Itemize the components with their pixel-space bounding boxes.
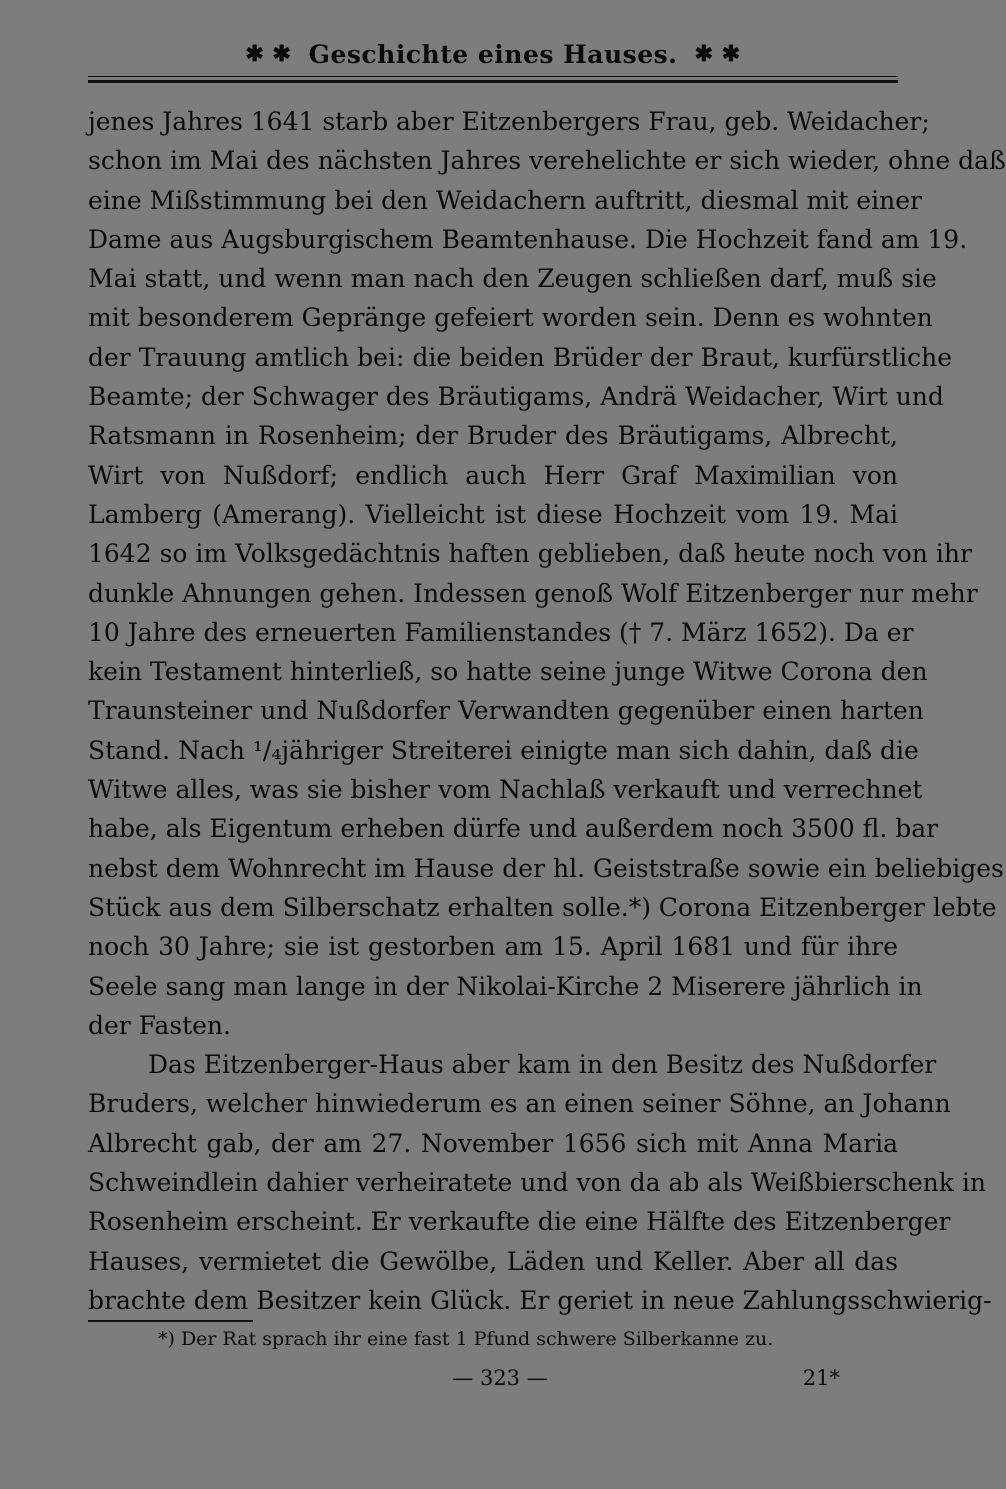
text-line: Dame aus Augsburgischem Beamtenhause. Die Hochzeit fand am 19.: [88, 224, 968, 254]
text-line: Traunsteiner und Nußdorfer Verwandten gegenüber einen harten: [88, 696, 924, 726]
text-line: Lamberg (Amerang). Vielleicht ist diese Hochzeit vom 19. Mai: [88, 499, 898, 529]
text-line-paragraph-end: der Fasten.: [88, 1010, 231, 1040]
signature-mark: 21*: [802, 1366, 840, 1390]
text-line: Rosenheim erscheint. Er verkaufte die eine Hälfte des Eitzenberger: [88, 1207, 951, 1237]
text-line: dunkle Ahnungen gehen. Indessen genoß Wolf Eitzenberger nur mehr: [88, 578, 978, 608]
text-line: brachte dem Besitzer kein Glück. Er geriet in neue Zahlungsschwierig-: [88, 1285, 992, 1315]
text-line: eine Mißstimmung bei den Weidachern auftritt, diesmal mit einer: [88, 185, 922, 215]
footnote: *) Der Rat sprach ihr eine fast 1 Pfund schwere Silberkanne zu.: [158, 1328, 774, 1350]
ornament-right-icon: ✱ ✱: [694, 41, 741, 67]
text-line: 10 Jahre des erneuerten Familienstandes († 7. März 1652). Da er: [88, 617, 914, 647]
text-line: Wirt von Nußdorf; endlich auch Herr Graf Maximilian von: [88, 460, 898, 490]
text-line: kein Testament hinterließ, so hatte seine junge Witwe Corona den: [88, 657, 928, 687]
text-line: Albrecht gab, der am 27. November 1656 sich mit Anna Maria: [88, 1128, 898, 1158]
text-line: Stand. Nach ¹/₄jähriger Streiterei einigte man sich dahin, daß die: [88, 735, 919, 765]
running-head-title: Geschichte eines Hauses.: [308, 40, 678, 69]
text-line: 1642 so im Volksgedächtnis haften geblieben, daß heute noch von ihr: [88, 539, 972, 569]
text-line: Hauses, vermietet die Gewölbe, Läden und Keller. Aber all das: [88, 1246, 898, 1276]
text-line: mit besonderem Gepränge gefeiert worden sein. Denn es wohnten: [88, 303, 933, 333]
text-line: Witwe alles, was sie bisher vom Nachlaß verkauft und verrechnet: [88, 775, 923, 805]
text-line: Stück aus dem Silberschatz erhalten solle.*) Corona Eitzenberger lebte: [88, 892, 997, 922]
text-line: Schweindlein dahier verheiratete und von da ab als Weißbierschenk in: [88, 1168, 986, 1198]
text-line: Bruders, welcher hinwiederum es an einen seiner Söhne, an Johann: [88, 1089, 951, 1119]
text-line: habe, als Eigentum erheben dürfe und außerdem noch 3500 fl. bar: [88, 814, 939, 844]
text-line-paragraph-start: Das Eitzenberger-Haus aber kam in den Besitz des Nußdorfer: [148, 1050, 937, 1080]
running-head: [88, 40, 898, 76]
text-line: der Trauung amtlich bei: die beiden Brüder der Braut, kurfürstliche: [88, 342, 953, 372]
body-text: [88, 102, 1006, 1320]
ornament-left-icon: ✱ ✱: [245, 41, 292, 67]
header-double-rule: [88, 76, 898, 84]
header-rule-thick: [88, 80, 898, 83]
text-line: noch 30 Jahre; sie ist gestorben am 15. April 1681 und für ihre: [88, 932, 898, 962]
footnote-rule: [88, 1320, 253, 1322]
text-line: Ratsmann in Rosenheim; der Bruder des Bräutigams, Albrecht,: [88, 421, 898, 451]
header-rule-thin: [88, 76, 898, 77]
text-line: schon im Mai des nächsten Jahres verehelichte er sich wieder, ohne daß: [88, 146, 1006, 176]
page-number: — 323 —: [452, 1366, 548, 1390]
text-line: nebst dem Wohnrecht im Hause der hl. Geiststraße sowie ein beliebiges: [88, 853, 1004, 883]
text-line: jenes Jahres 1641 starb aber Eitzenbergers Frau, geb. Weidacher;: [88, 107, 930, 136]
text-line: Beamte; der Schwager des Bräutigams, Andrä Weidacher, Wirt und: [88, 382, 944, 412]
text-line: Mai statt, und wenn man nach den Zeugen schließen darf, muß sie: [88, 264, 937, 294]
text-line: Seele sang man lange in der Nikolai-Kirche 2 Miserere jährlich in: [88, 971, 923, 1001]
